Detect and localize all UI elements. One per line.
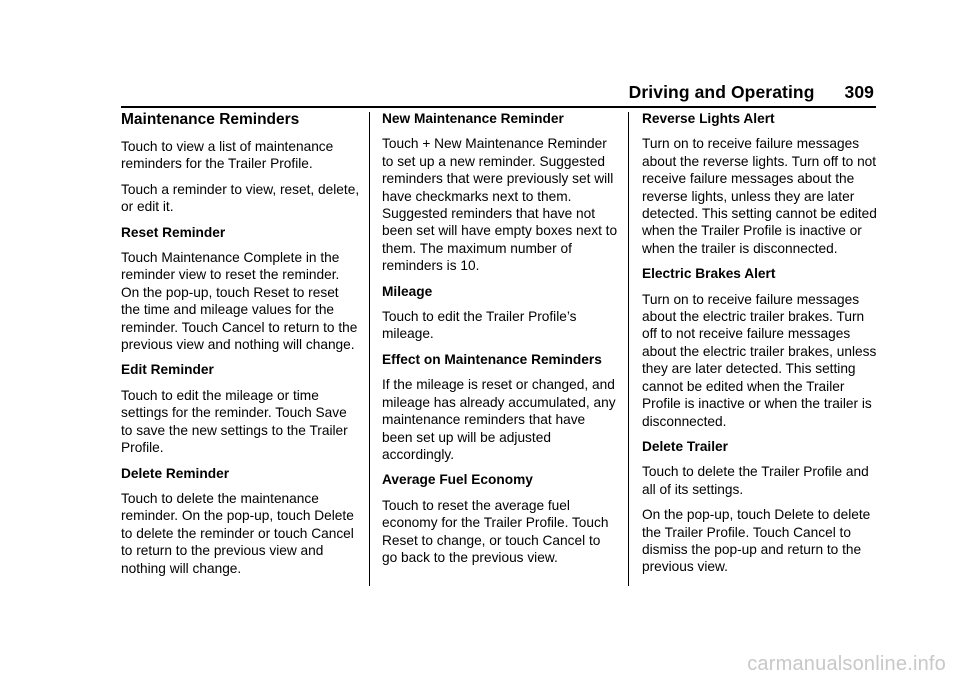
section-title: Maintenance Reminders bbox=[121, 111, 300, 128]
paragraph: On the pop-up, touch Delete to delete the Trailer Profile. Touch Cancel to dismiss the pop-up and return to the previous view. bbox=[642, 507, 871, 575]
header-rule bbox=[121, 106, 876, 108]
paragraph: Touch to reset the average fuel economy for the Trailer Profile. Touch Reset to change, or touch Cancel to go back to the previous view. bbox=[382, 497, 609, 565]
column-1 bbox=[121, 110, 361, 585]
paragraph: Touch a reminder to view, reset, delete, or edit it. bbox=[121, 181, 360, 215]
subheading-reverse-lights-alert: Reverse Lights Alert bbox=[642, 111, 775, 126]
paragraph: Touch to edit the Trailer Profile’s mileage. bbox=[382, 309, 577, 342]
column-3 bbox=[642, 110, 878, 584]
chapter-title: Driving and Operating bbox=[628, 82, 815, 102]
page-header bbox=[0, 82, 874, 103]
subheading-delete-reminder: Delete Reminder bbox=[121, 465, 230, 481]
paragraph: Touch Maintenance Complete in the reminder view to reset the reminder. On the pop-up, touch Reset to reset the time and mileage values for the reminder. Touch Cancel to return to the previous view and nothing will change. bbox=[121, 250, 358, 353]
watermark: carmanualsonline.info bbox=[747, 653, 946, 675]
paragraph: Touch + New Maintenance Reminder to set up a new reminder. Suggested reminders that were previously set will have checkmarks next to them. Suggested reminders that have not been set will have empty boxes next to them. The maximum number of reminders is 10. bbox=[382, 136, 618, 274]
subheading-mileage: Mileage bbox=[382, 283, 433, 299]
paragraph: Touch to delete the maintenance reminder. On the pop-up, touch Delete to delete the reminder or touch Cancel to return to the previous view and nothing will change. bbox=[121, 490, 354, 576]
paragraph: Turn on to receive failure messages about the reverse lights. Turn off to not receive failure messages about the reverse lights, unless they are later detected. This setting cannot be edited when the Trailer Profile is inactive or when the trailer is disconnected. bbox=[642, 136, 877, 256]
paragraph: Touch to delete the Trailer Profile and all of its settings. bbox=[642, 464, 869, 497]
paragraph: If the mileage is reset or changed, and mileage has already accumulated, any maintenance reminders that have been set up will be adjusted accordingly. bbox=[382, 377, 616, 462]
subheading-reset-reminder: Reset Reminder bbox=[121, 224, 226, 240]
paragraph: Touch to view a list of maintenance reminders for the Trailer Profile. bbox=[121, 139, 334, 172]
paragraph: Turn on to receive failure messages about the electric trailer brakes. Turn off to not receive failure messages about the electric trailer brakes, unless they are later detected. This setting cannot be edited when the Trailer Profile is inactive or when the trailer is disconnected. bbox=[642, 291, 877, 429]
subheading-delete-trailer: Delete Trailer bbox=[642, 438, 728, 454]
column-divider-2 bbox=[628, 112, 629, 586]
subheading-edit-reminder: Edit Reminder bbox=[121, 362, 214, 378]
subheading-average-fuel-economy: Average Fuel Economy bbox=[382, 472, 533, 488]
column-2 bbox=[382, 110, 618, 574]
subheading-new-reminder: New Maintenance Reminder bbox=[382, 111, 564, 126]
subheading-electric-brakes-alert: Electric Brakes Alert bbox=[642, 266, 776, 282]
paragraph: Touch to edit the mileage or time settings for the reminder. Touch Save to save the new settings to the Trailer Profile. bbox=[121, 387, 348, 456]
page-number: 309 bbox=[844, 82, 874, 102]
subheading-effect-on-reminders: Effect on Maintenance Reminders bbox=[382, 351, 602, 367]
column-divider-1 bbox=[369, 112, 370, 586]
